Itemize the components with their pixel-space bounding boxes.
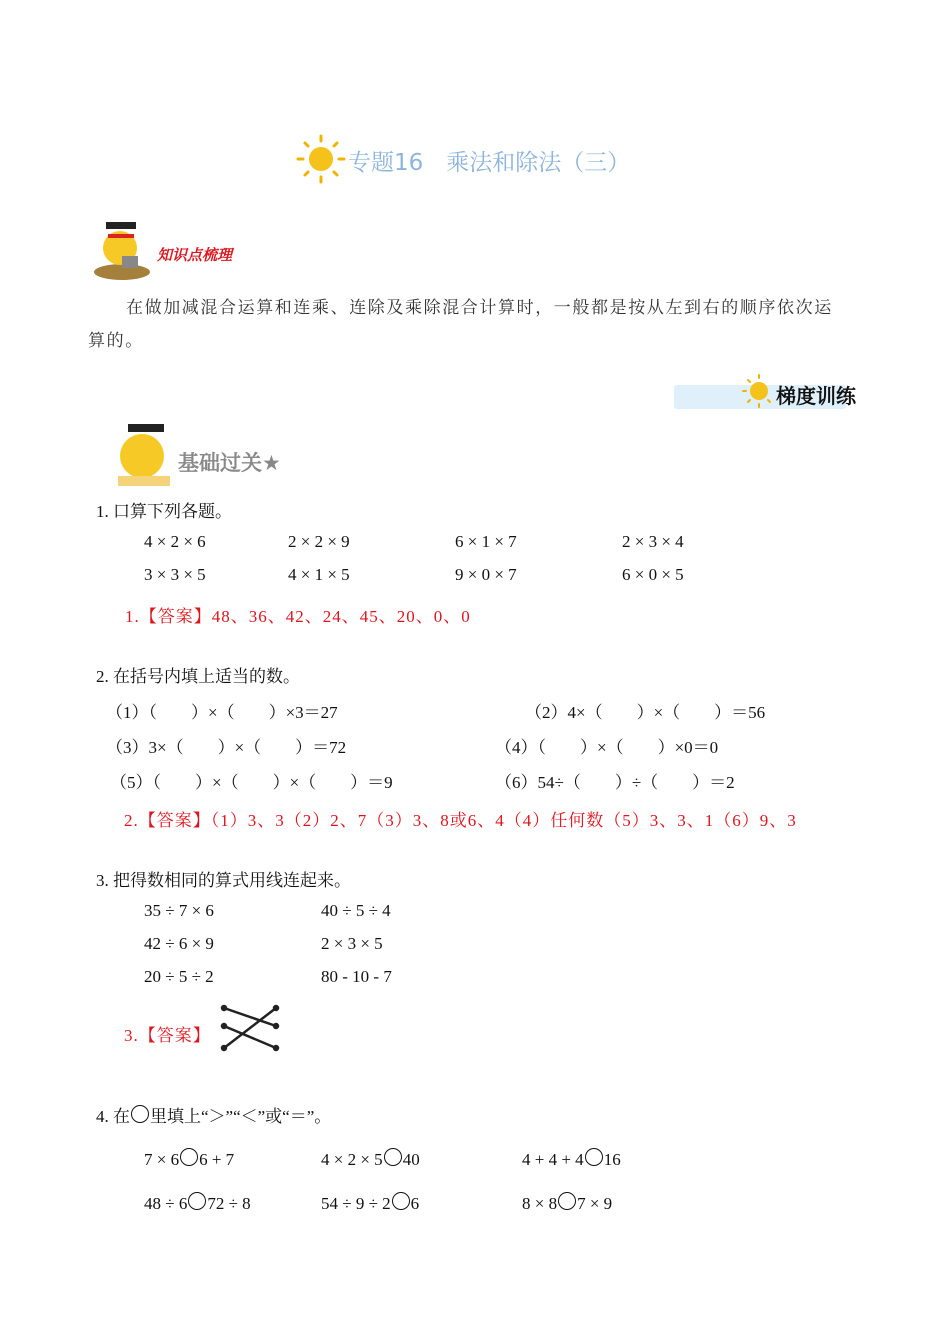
sun-icon <box>742 374 776 408</box>
q1-item: 6 × 1 × 7 <box>455 532 517 551</box>
q4-right: 16 <box>603 1150 621 1169</box>
q1-title: 1. 口算下列各题。 <box>96 502 232 521</box>
compare-circle-input[interactable] <box>585 1148 603 1166</box>
q2-item: （2）4×（ ）×（ ）＝56 <box>525 703 766 722</box>
q1-item: 6 × 0 × 5 <box>622 565 684 584</box>
mascot-student-icon <box>110 420 178 488</box>
q4-item <box>144 1192 251 1214</box>
q2-answer: 2.【答案】（1）3、3（2）2、7（3）3、8或6、4（4）任何数（5）3、3、1（6）9、3 <box>124 811 797 830</box>
q3-left-item: 42 ÷ 6 × 9 <box>144 934 214 953</box>
q4-item <box>321 1192 419 1214</box>
q4-right: 7 × 9 <box>577 1194 613 1213</box>
compare-circle-input[interactable] <box>392 1192 410 1210</box>
q4-title-a: 4. 在 <box>96 1107 130 1126</box>
q4-right: 6 + 7 <box>199 1150 235 1169</box>
basic-heading: 基础过关★ <box>178 451 281 475</box>
q4-left: 4 + 4 + 4 <box>522 1150 584 1169</box>
q1-item: 2 × 3 × 4 <box>622 532 684 551</box>
q1-item: 3 × 3 × 5 <box>144 565 206 584</box>
q4-left: 8 × 8 <box>522 1194 558 1213</box>
q1-answer: 1.【答案】48、36、42、24、45、20、0、0 <box>125 607 471 626</box>
compare-circle-input[interactable] <box>558 1192 576 1210</box>
q2-item: （1）（ ）×（ ）×3＝27 <box>106 703 338 722</box>
q2-item: （5）（ ）×（ ）×（ ）＝9 <box>110 773 393 792</box>
q4-right: 40 <box>402 1150 420 1169</box>
matching-lines-diagram <box>220 1004 280 1052</box>
training-heading: 梯度训练 <box>776 384 856 408</box>
q1-item: 4 × 2 × 6 <box>144 532 206 551</box>
q4-item <box>321 1148 420 1170</box>
q4-item <box>144 1148 234 1170</box>
q1-item: 9 × 0 × 7 <box>455 565 517 584</box>
q4-right: 72 ÷ 8 <box>207 1194 251 1213</box>
q4-left: 4 × 2 × 5 <box>321 1150 383 1169</box>
q3-right-item: 2 × 3 × 5 <box>321 934 383 953</box>
mascot-teacher-icon <box>92 220 154 282</box>
q1-item: 2 × 2 × 9 <box>288 532 350 551</box>
q2-item: （6）54÷（ ）÷（ ）＝2 <box>495 773 735 792</box>
q3-left-item: 20 ÷ 5 ÷ 2 <box>144 967 214 986</box>
compare-circle-input[interactable] <box>384 1148 402 1166</box>
q3-title: 3. 把得数相同的算式用线连起来。 <box>96 871 351 890</box>
q1-item: 4 × 1 × 5 <box>288 565 350 584</box>
q2-item: （3）3×（ ）×（ ）＝72 <box>106 738 347 757</box>
q2-item: （4）（ ）×（ ）×0＝0 <box>495 738 719 757</box>
q4-title-b: 里填上“＞”“＜”或“＝”。 <box>150 1107 332 1126</box>
page-title: 专题16 乘法和除法（三） <box>348 150 631 176</box>
q4-right: 6 <box>410 1194 420 1213</box>
q4-item <box>522 1192 612 1214</box>
q3-answer: 3.【答案】 <box>124 1026 211 1045</box>
sun-icon <box>296 134 346 184</box>
q3-right-item: 80 - 10 - 7 <box>321 967 392 986</box>
q3-left-item: 35 ÷ 7 × 6 <box>144 901 214 920</box>
q4-left: 48 ÷ 6 <box>144 1194 188 1213</box>
knowledge-heading: 知识点梳理 <box>157 246 233 264</box>
q4-left: 7 × 6 <box>144 1150 180 1169</box>
compare-circle-input[interactable] <box>180 1148 198 1166</box>
q4-left: 54 ÷ 9 ÷ 2 <box>321 1194 391 1213</box>
q2-title: 2. 在括号内填上适当的数。 <box>96 667 300 686</box>
q3-right-item: 40 ÷ 5 ÷ 4 <box>321 901 391 920</box>
q4-title <box>96 1102 331 1127</box>
compare-circle-input[interactable] <box>188 1192 206 1210</box>
knowledge-text-line1: 在做加减混合运算和连乘、连除及乘除混合计算时，一般都是按从左到右的顺序依次运 <box>126 298 833 317</box>
circle-blank-icon <box>131 1105 149 1123</box>
knowledge-text-line2: 算的。 <box>88 331 144 350</box>
q4-item <box>522 1148 621 1170</box>
